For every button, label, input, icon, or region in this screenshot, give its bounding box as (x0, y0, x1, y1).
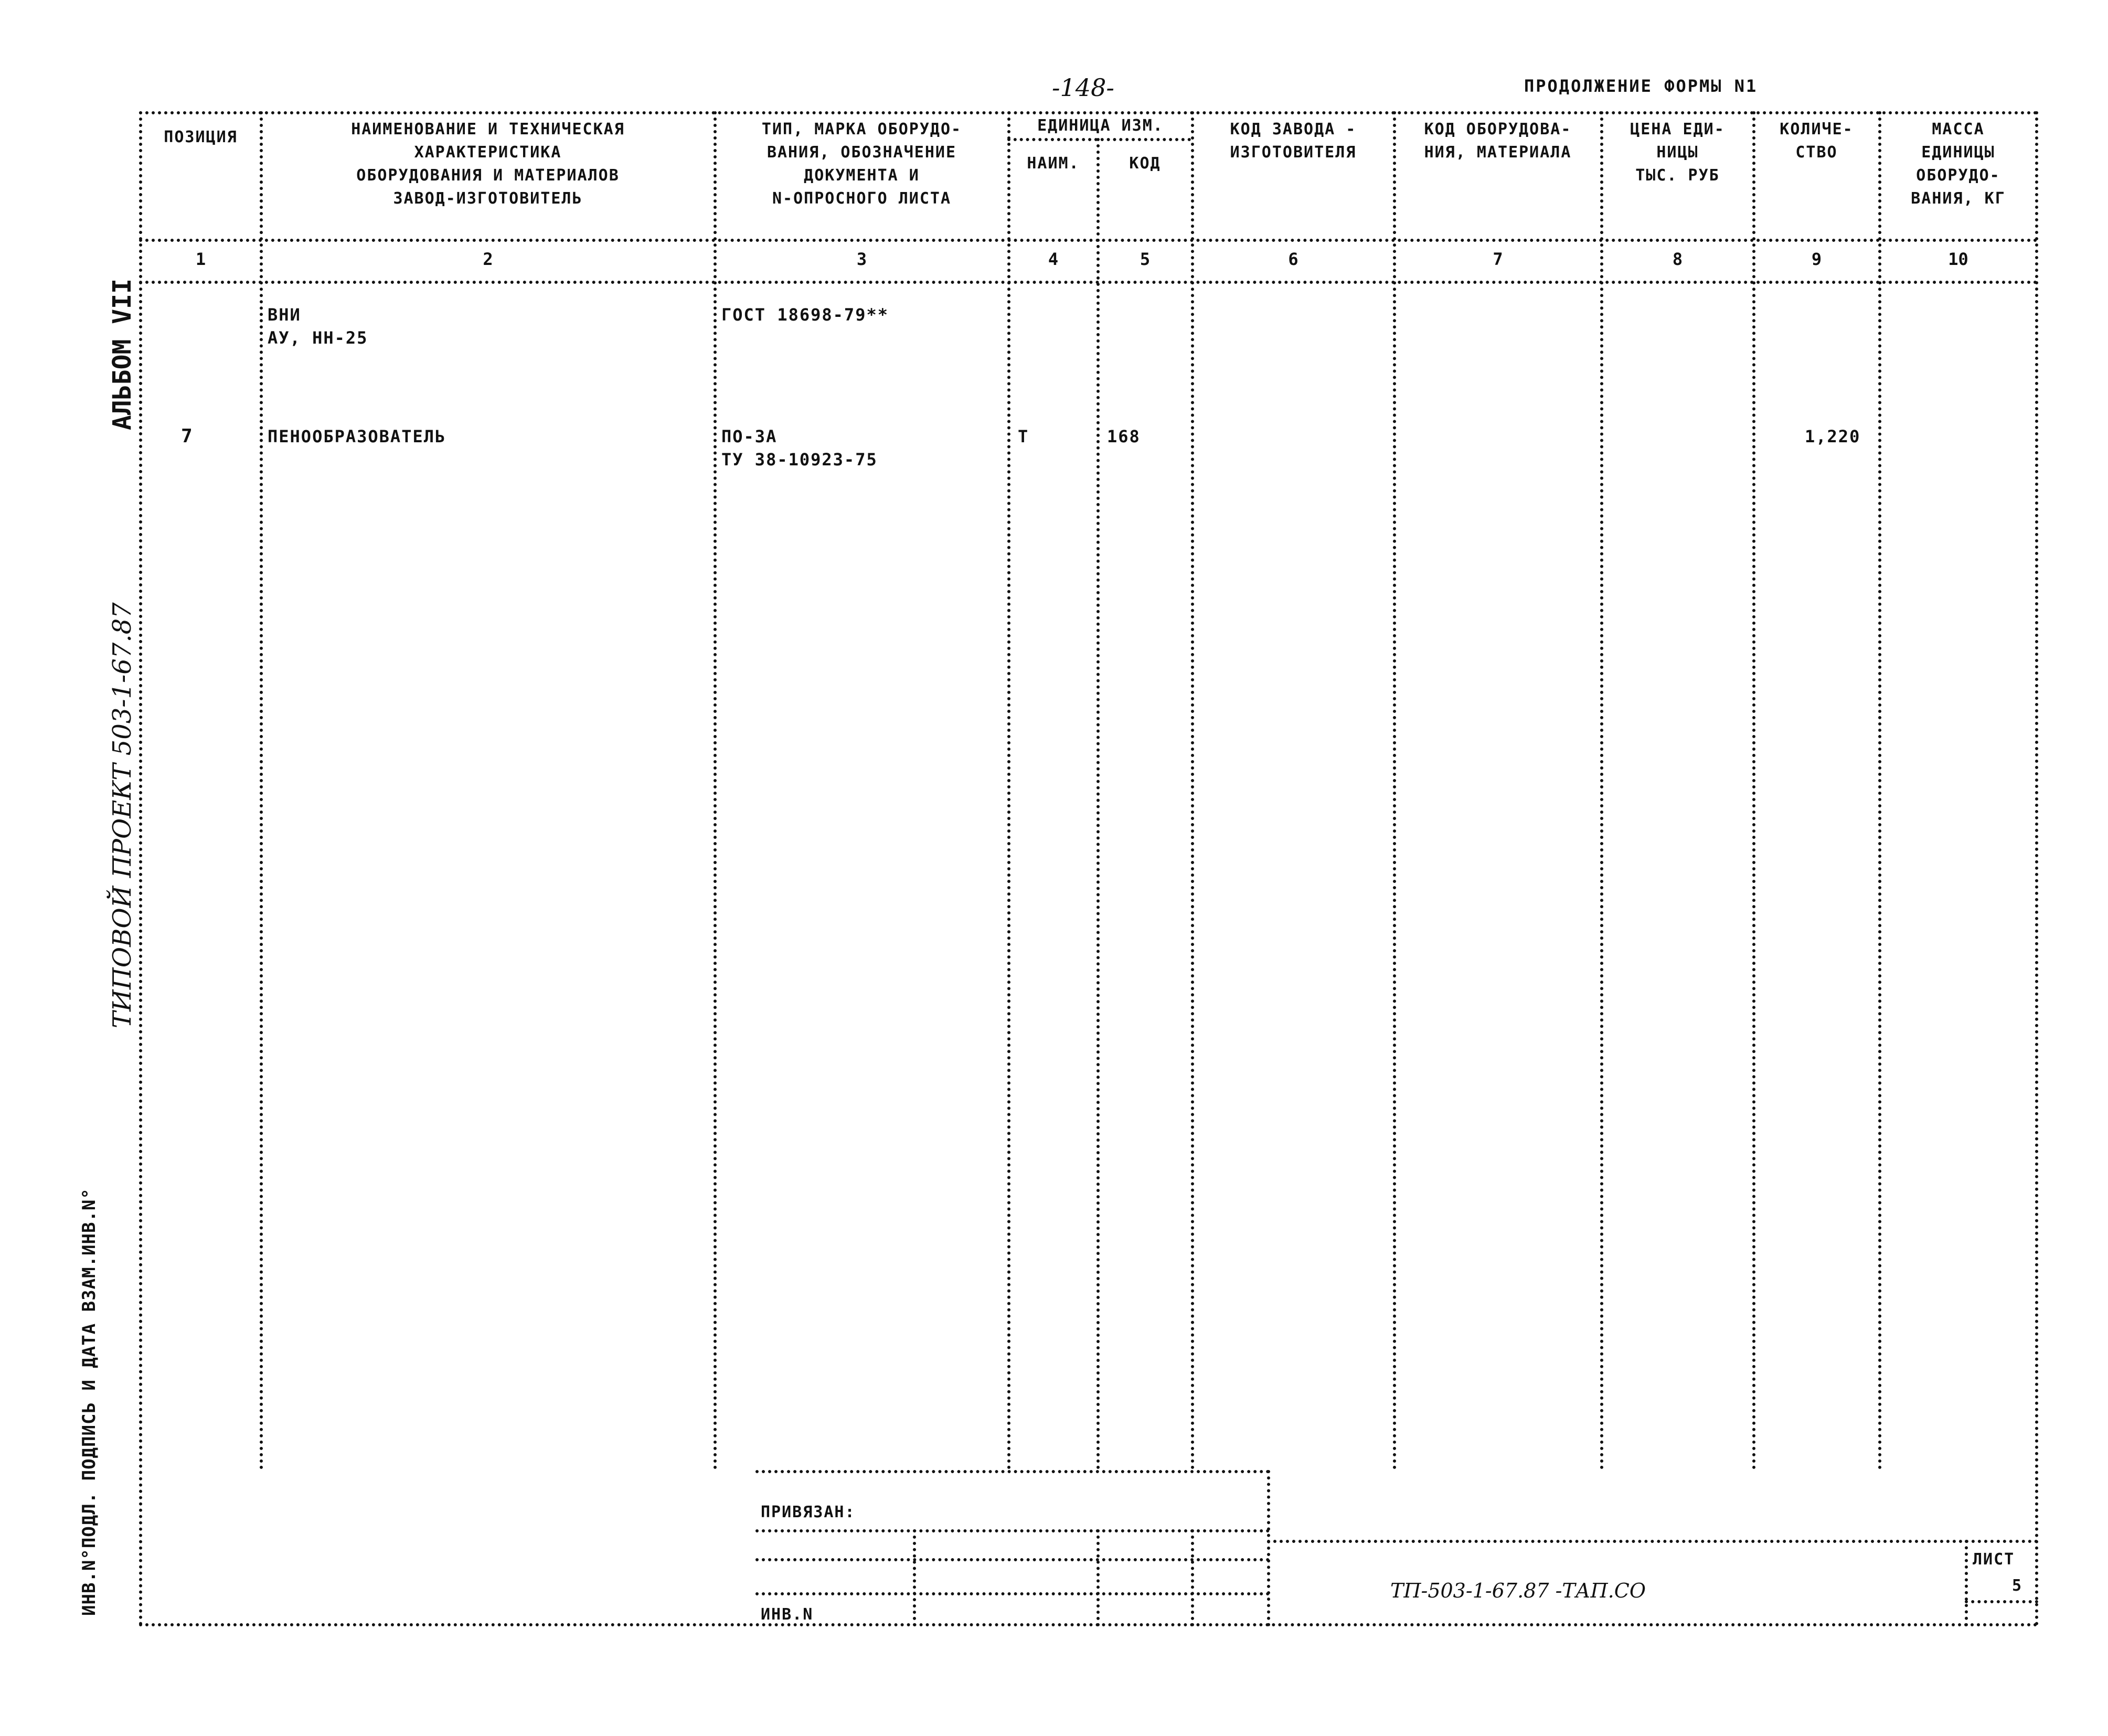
document-code: ТП-503-1-67.87 -ТАП.СО (1390, 1579, 1646, 1602)
col-sep-6 (1393, 111, 1396, 1470)
colnum-9: 9 (1811, 249, 1822, 269)
tb-col-1 (913, 1529, 916, 1626)
header-unit-code: КОД (1129, 154, 1161, 173)
row2-name: ПЕНООБРАЗОВАТЕЛЬ (268, 427, 446, 446)
sheet-number: 5 (2012, 1577, 2022, 1595)
col-sep-5 (1191, 111, 1194, 1470)
header-unit-name: НАИМ. (1027, 154, 1080, 173)
tb-top-rule (755, 1470, 1270, 1473)
tb-right-rule (1267, 1470, 1270, 1626)
col-sep-1 (260, 111, 263, 1470)
col-sep-4 (1096, 138, 1100, 1470)
row2-code: 168 (1107, 427, 1141, 446)
sheet-label: ЛИСТ (1973, 1550, 2015, 1569)
colnum-1: 1 (195, 249, 206, 269)
page-number: -148- (1052, 73, 1114, 102)
project-label: ТИПОВОЙ ПРОЕКТ 503-1-67.87 (108, 602, 137, 1028)
tb-rule-main (1267, 1540, 2038, 1543)
colnum-4: 4 (1048, 249, 1059, 269)
tb-sheet-sub-rule (1965, 1600, 2038, 1603)
inventory-label: ИНВ.N (761, 1605, 814, 1624)
album-label: АЛЬБОМ VII (108, 279, 137, 430)
header-position: ПОЗИЦИЯ (164, 128, 238, 146)
col-sep-9 (1878, 111, 1881, 1470)
row1-type: ГОСТ 18698-79** (721, 305, 889, 325)
continuation-note: ПРОДОЛЖЕНИЕ ФОРМЫ N1 (1524, 76, 1758, 96)
stamp-fields: ИНВ.N°ПОДЛ. ПОДПИСЬ И ДАТА ВЗАМ.ИНВ.N° (79, 1188, 100, 1616)
colnum-7: 7 (1493, 249, 1503, 269)
header-mass: МАССА ЕДИНИЦЫ ОБОРУДО- ВАНИЯ, КГ (1911, 120, 2006, 208)
colnum-10: 10 (1948, 249, 1968, 269)
row2-quantity: 1,220 (1805, 427, 1861, 446)
colnum-5: 5 (1140, 249, 1151, 269)
header-quantity: КОЛИЧЕ- СТВО (1780, 120, 1854, 162)
row1-name: ВНИ АУ, НН-25 (268, 305, 368, 348)
tb-col-2 (1096, 1529, 1100, 1626)
colnum-3: 3 (856, 249, 867, 269)
header-name: НАИМЕНОВАНИЕ И ТЕХНИЧЕСКАЯ ХАРАКТЕРИСТИКА ОБОРУДОВАНИЯ И МАТЕРИАЛОВ ЗАВОД-ИЗГОТОВИТЕЛЬ (351, 120, 625, 208)
row2-position: 7 (181, 425, 194, 447)
colnum-6: 6 (1288, 249, 1298, 269)
header-equipment-code: КОД ОБОРУДОВА- НИЯ, МАТЕРИАЛА (1424, 120, 1572, 162)
row2-unit: Т (1018, 427, 1029, 446)
colnum-2: 2 (483, 249, 493, 269)
col-sep-2 (714, 111, 717, 1470)
tb-col-3 (1191, 1529, 1194, 1626)
header-type: ТИП, МАРКА ОБОРУДО- ВАНИЯ, ОБОЗНАЧЕНИЕ ДОКУМЕНТА И N-ОПРОСНОГО ЛИСТА (761, 120, 962, 208)
col-sep-8 (1752, 111, 1755, 1470)
header-unit: ЕДИНИЦА ИЗМ. (1037, 116, 1164, 135)
row2-type: ПО-3А ТУ 38-10923-75 (721, 427, 878, 470)
colnum-8: 8 (1672, 249, 1683, 269)
tb-sheet-rule (1965, 1540, 1968, 1626)
col-sep-3 (1007, 111, 1010, 1470)
col-sep-7 (1600, 111, 1603, 1470)
header-unit-price: ЦЕНА ЕДИ- НИЦЫ ТЫС. РУБ (1630, 120, 1725, 185)
binding-label: ПРИВЯЗАН: (761, 1503, 856, 1521)
header-factory-code: КОД ЗАВОДА - ИЗГОТОВИТЕЛЯ (1230, 120, 1357, 162)
